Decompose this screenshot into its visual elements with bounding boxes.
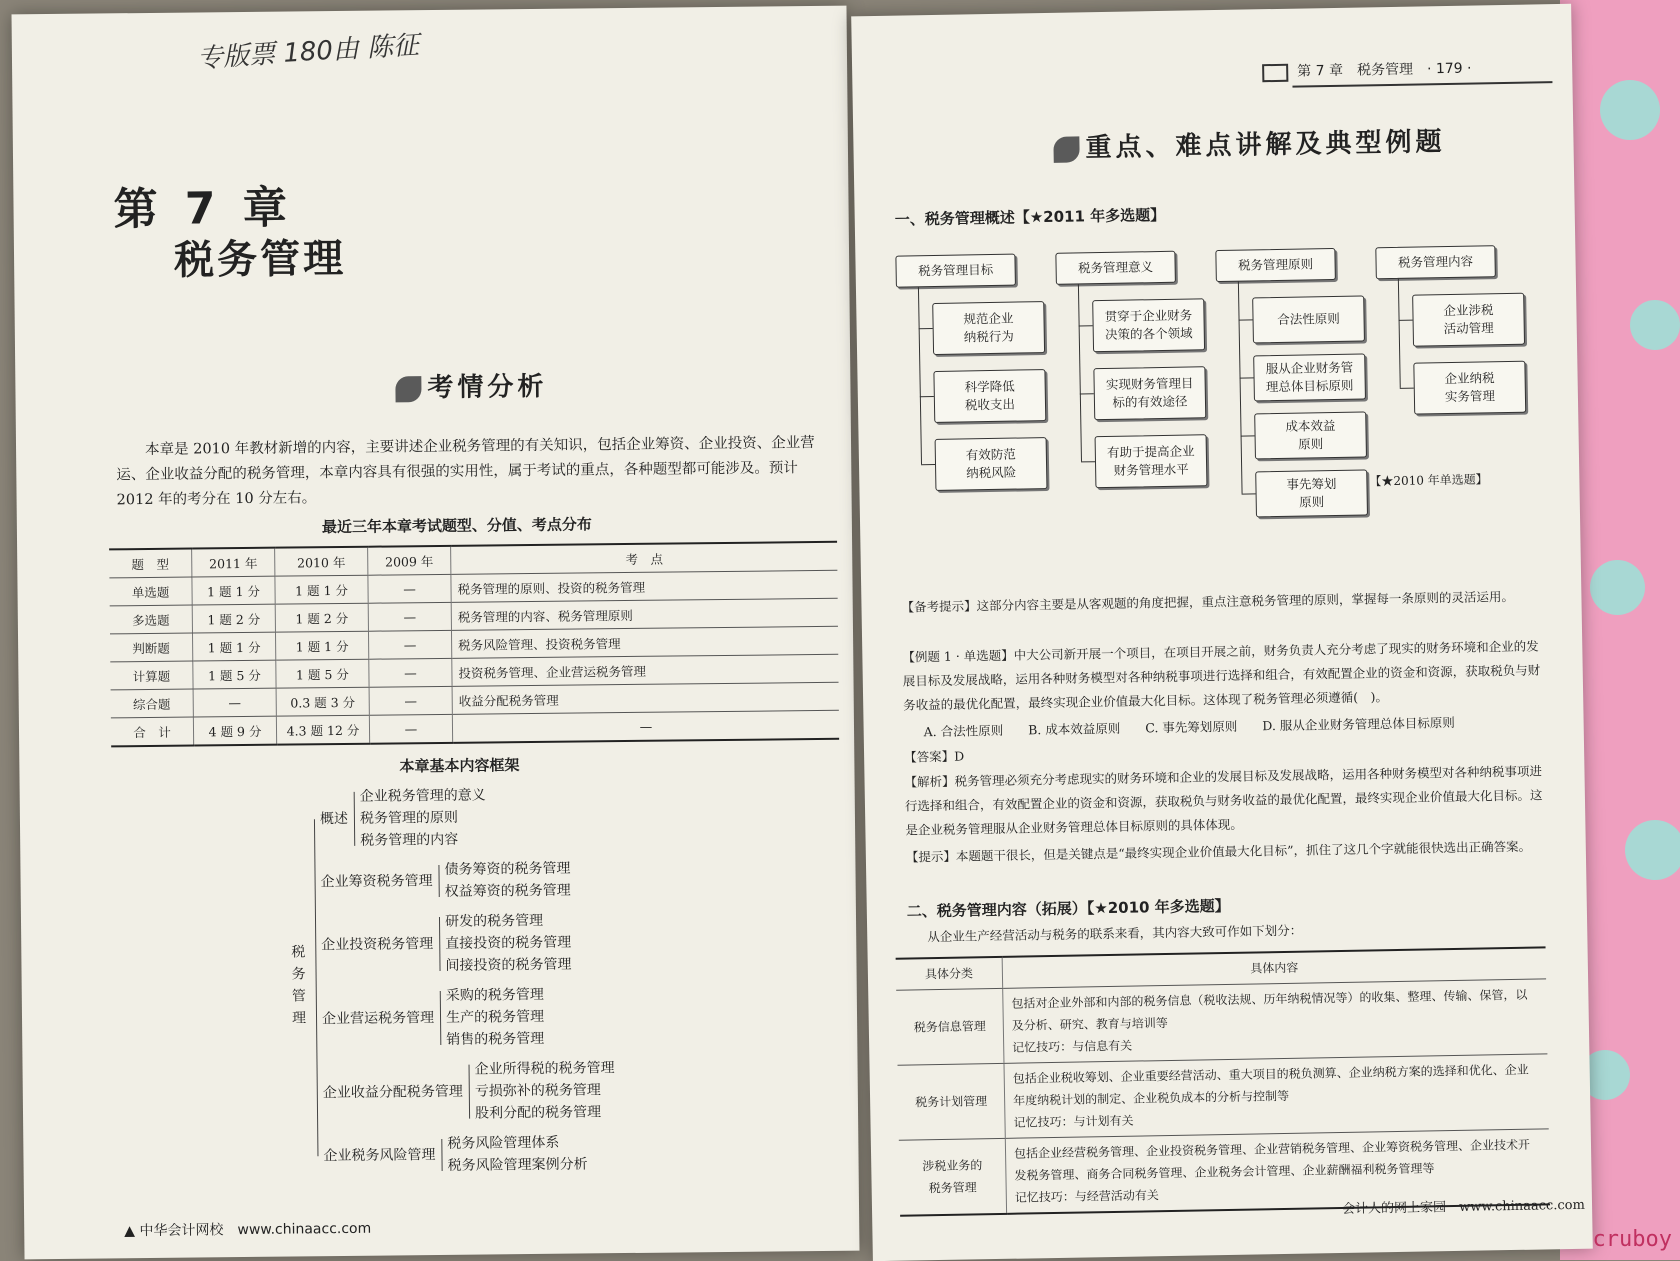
overview-diagram bbox=[895, 244, 1540, 565]
handwritten-note: 专版票 180由 陈征 bbox=[196, 30, 420, 75]
framework-tree bbox=[290, 781, 854, 1187]
heading-overview: 一、税务管理概述【★2011 年多选题】 bbox=[894, 205, 1166, 229]
diagram-item: 成本效益 原则 bbox=[1254, 411, 1367, 459]
example-paragraph: 【例题 1 · 单选题】中大公司新开展一个项目，在项目开展之前，财务负责人充分考虑了现实的财务环境和企业的发展目标及发展战略，运用各种财务模型对各种纳税事项进行选择和组合，有效配置企业的资金和资源，获取税负与财务收益的最优化配置，最终实现企业价值最大化目标。这体现了税务管理必须遵循( )。 bbox=[902, 638, 1541, 713]
framework-item: 股利分配的税务管理 bbox=[474, 1104, 602, 1122]
section-heading bbox=[395, 366, 547, 405]
framework-bracket bbox=[469, 1065, 471, 1119]
cloth-dot bbox=[1630, 300, 1680, 350]
framework-group: 企业收益分配税务管理 bbox=[322, 1083, 463, 1102]
diagram-item: 贯穿于企业财务 决策的各个领域 bbox=[1092, 298, 1205, 352]
diagram-connector bbox=[1239, 319, 1253, 320]
table-cell: 税务管理的内容、税务管理原则 bbox=[451, 598, 838, 630]
diagram-item: 事先筹划 原则 bbox=[1255, 469, 1368, 517]
answer: 【答案】D bbox=[903, 748, 965, 765]
leaf-icon bbox=[395, 376, 421, 402]
framework-item: 债务筹资的税务管理 bbox=[444, 860, 571, 878]
table-cell: 多选题 bbox=[110, 605, 193, 634]
table-cell: 1 题 5 分 bbox=[276, 659, 369, 688]
intro-paragraph: 本章是 2010 年教材新增的内容，主要讲述企业税务管理的有关知识，包括企业筹资、企业投资、企业营运、企业收益分配的税务管理，本章内容具有很强的实用性，属于考试的重点，各种题型都可能涉及。预计 2012 年的考分在 10 分左右。 bbox=[116, 435, 815, 509]
table-cell: 1 题 5 分 bbox=[193, 660, 276, 689]
diagram-item: 合法性原则 bbox=[1252, 295, 1365, 343]
table-cell: 投资税务管理、企业营运税务管理 bbox=[452, 654, 839, 686]
framework-item: 税务管理的内容 bbox=[360, 831, 459, 849]
book-icon bbox=[1262, 64, 1288, 82]
diagram-connector bbox=[1241, 435, 1255, 436]
table-cell: 涉税业务的 税务管理 bbox=[899, 1138, 1007, 1215]
framework-group: 企业营运税务管理 bbox=[321, 1010, 435, 1028]
table-header: 2010 年 bbox=[275, 547, 368, 576]
table-cell: 4 题 9 分 bbox=[193, 716, 276, 745]
diagram-connector bbox=[1078, 284, 1082, 461]
framework-item: 税务风险管理体系 bbox=[447, 1134, 560, 1152]
table-cell: — bbox=[369, 686, 452, 715]
table-row bbox=[898, 1054, 1549, 1140]
framework-bracket bbox=[438, 865, 439, 897]
diagram-connector bbox=[1398, 279, 1401, 388]
content-intro: 从企业生产经营活动与税务的联系来看，其内容大致可作如下划分： bbox=[927, 922, 1303, 945]
framework-item: 税务风险管理案例分析 bbox=[447, 1156, 588, 1174]
table-cell: 税务风险管理、投资税务管理 bbox=[451, 626, 838, 658]
diagram-connector bbox=[1242, 493, 1256, 494]
content-table bbox=[896, 946, 1550, 1216]
tip-paragraph: 【备考提示】这部分内容主要是从客观题的角度把握，重点注意税务管理的原则，掌握每一条原则的灵活运用。 bbox=[901, 588, 1515, 615]
table-cell: — bbox=[452, 710, 839, 743]
example-options: A. 合法性原则 B. 成本效益原则 C. 事先筹划原则 D. 服从企业财务管理总体目标原则 bbox=[923, 714, 1455, 740]
framework-bracket bbox=[441, 1139, 442, 1171]
diagram-head: 税务管理目标 bbox=[895, 254, 1016, 288]
framework-item: 企业所得税的税务管理 bbox=[474, 1060, 615, 1078]
table-cell: 包括对企业外部和内部的税务信息（税收法规、历年纳税情况等）的收集、整理、传输、保管，以及分析、研究、教育与培训等 记忆技巧：与信息有关 bbox=[1003, 979, 1548, 1063]
framework-item: 税务管理的原则 bbox=[359, 809, 459, 827]
diagram-item: 规范企业 纳税行为 bbox=[932, 301, 1045, 355]
diagram-connector bbox=[920, 396, 934, 397]
table-cell: 1 题 2 分 bbox=[192, 604, 275, 633]
table-cell: — bbox=[369, 714, 452, 743]
right-page bbox=[851, 4, 1593, 1261]
table-cell: 计算题 bbox=[110, 661, 193, 690]
exam-table bbox=[109, 541, 839, 748]
framework-group: 概述 bbox=[319, 810, 349, 828]
hint-paragraph: 【提示】本题题干很长，但是关键点是“最终实现企业价值最大化目标”，抓住了这几个字就能很快选出正确答案。 bbox=[905, 838, 1532, 865]
table-header: 考 点 bbox=[451, 542, 838, 575]
framework-bracket bbox=[440, 991, 442, 1045]
framework-root: 税务管理 bbox=[291, 944, 307, 1027]
diagram-item: 科学降低 税收支出 bbox=[933, 369, 1046, 423]
left-footer-text: 中华会计网校 www.chinaacc.com bbox=[139, 1220, 372, 1240]
cloth-dot bbox=[1600, 80, 1660, 140]
table-cell: 1 题 1 分 bbox=[275, 631, 368, 660]
framework-item: 生产的税务管理 bbox=[445, 1008, 545, 1026]
diagram-connector bbox=[1079, 325, 1093, 326]
framework-item: 间接投资的税务管理 bbox=[445, 956, 572, 974]
framework-item: 企业税务管理的意义 bbox=[359, 787, 486, 805]
table-cell: — bbox=[368, 602, 451, 631]
diagram-item: 有效防范 纳税风险 bbox=[935, 437, 1048, 491]
table-cell: 0.3 题 3 分 bbox=[276, 687, 369, 716]
table-cell: 包括企业税收筹划、企业重要经营活动、重大项目的税负测算、企业纳税方案的选择和优化、企业年度纳税计划的制定、企业税负成本的分析与控制等 记忆技巧：与计划有关 bbox=[1004, 1054, 1549, 1138]
table-cell: 4.3 题 12 分 bbox=[276, 715, 369, 744]
diagram-connector bbox=[1240, 377, 1254, 378]
table-cell: 税务信息管理 bbox=[896, 988, 1004, 1065]
table-cell: 包括企业经营税务管理、企业投资税务管理、企业营销税务管理、企业筹资税务管理、企业技术开发税务管理、商务合同税务管理、企业税务会计管理、企业薪酬福利税务管理等 记忆技巧：与经营活动有关 bbox=[1005, 1129, 1550, 1214]
leaf-icon bbox=[1053, 136, 1079, 162]
diagram-item: 实现财务管理目 标的有效途径 bbox=[1093, 366, 1206, 420]
table-cell: — bbox=[193, 688, 276, 717]
table-title: 最近三年本章考试题型、分值、考点分布 bbox=[321, 515, 592, 537]
table-header: 具体分类 bbox=[896, 957, 1003, 990]
framework-bracket bbox=[439, 917, 441, 971]
framework-item: 采购的税务管理 bbox=[445, 986, 544, 1004]
table-header: 2011 年 bbox=[192, 548, 275, 577]
diagram-connector bbox=[1400, 388, 1414, 389]
cloth-dot bbox=[1590, 560, 1645, 615]
framework-group: 企业税务风险管理 bbox=[323, 1147, 436, 1165]
table-header: 具体内容 bbox=[1002, 947, 1546, 988]
framework-bracket bbox=[354, 792, 356, 846]
heading-content: 二、税务管理内容（拓展）【★2010 年多选题】 bbox=[906, 896, 1230, 921]
framework-item: 研发的税务管理 bbox=[444, 912, 544, 930]
analysis-paragraph: 【解析】税务管理必须充分考虑现实的财务环境和企业的发展目标及发展战略，运用各种财务模型对各种纳税事项进行选择和组合，有效配置企业的资金和资源，获取税负与财务收益的最优化配置，最终实现企业价值最大化目标。这是企业税务管理服从企业财务管理总体目标原则的具体体现。 bbox=[904, 763, 1543, 838]
framework-item: 权益筹资的税务管理 bbox=[444, 882, 571, 900]
right-footer: 会计人的网上家园 www.chinaacc.com bbox=[1341, 1197, 1585, 1217]
table-cell: 1 题 2 分 bbox=[275, 603, 368, 632]
diagram-connector bbox=[1081, 461, 1095, 462]
running-header: 第 7 章 税务管理 · 179 · bbox=[1297, 60, 1472, 80]
diagram-item: 服从企业财务管 理总体目标原则 bbox=[1253, 353, 1366, 401]
chapter-number: 第 7 章 bbox=[113, 182, 294, 236]
diagram-head: 税务管理原则 bbox=[1215, 248, 1336, 282]
diagram-head: 税务管理内容 bbox=[1375, 245, 1496, 279]
table-row bbox=[896, 979, 1547, 1065]
cloth-dot bbox=[1625, 820, 1680, 880]
diagram-connector bbox=[1080, 393, 1094, 394]
watermark: cruboy bbox=[1592, 1227, 1672, 1252]
diagram-note: 【★2010 年单选题】 bbox=[1369, 472, 1488, 489]
header-rule bbox=[1292, 81, 1552, 88]
framework-item: 亏损弥补的税务管理 bbox=[474, 1082, 601, 1100]
section-heading-text: 考情分析 bbox=[427, 371, 548, 404]
framework-group: 企业投资税务管理 bbox=[321, 936, 434, 954]
table-cell: 单选题 bbox=[109, 577, 192, 606]
table-cell: 1 题 1 分 bbox=[275, 575, 368, 604]
table-cell: 税务计划管理 bbox=[898, 1063, 1006, 1140]
diagram-item: 企业涉税 活动管理 bbox=[1412, 293, 1525, 347]
table-cell: 收益分配税务管理 bbox=[452, 682, 839, 714]
diagram-item: 有助于提高企业 财务管理水平 bbox=[1095, 434, 1208, 488]
table-cell: — bbox=[368, 574, 451, 603]
framework-title: 本章基本内容框架 bbox=[399, 756, 520, 776]
table-cell: — bbox=[368, 630, 451, 659]
diagram-connector bbox=[918, 287, 922, 464]
table-cell: 1 题 1 分 bbox=[192, 632, 275, 661]
table-cell: — bbox=[369, 658, 452, 687]
table-cell: 综合题 bbox=[111, 689, 194, 718]
framework-group: 企业筹资税务管理 bbox=[320, 873, 433, 891]
diagram-head: 税务管理意义 bbox=[1055, 251, 1176, 285]
framework-root-bracket bbox=[314, 819, 319, 1156]
table-cell: 税务管理的原则、投资的税务管理 bbox=[451, 570, 838, 602]
diagram-connector bbox=[919, 328, 933, 329]
diagram-connector bbox=[921, 464, 935, 465]
diagram-connector bbox=[1399, 320, 1413, 321]
table-cell: 1 题 1 分 bbox=[192, 576, 275, 605]
framework-item: 销售的税务管理 bbox=[446, 1030, 545, 1048]
section-heading bbox=[1053, 121, 1446, 165]
table-header: 2009 年 bbox=[368, 546, 451, 575]
diagram-item: 企业纳税 实务管理 bbox=[1413, 361, 1526, 415]
table-cell: 判断题 bbox=[110, 633, 193, 662]
section-heading-text: 重点、难点讲解及典型例题 bbox=[1085, 127, 1446, 164]
diagram-connector bbox=[1238, 282, 1243, 494]
framework-item: 直接投资的税务管理 bbox=[445, 934, 572, 952]
table-header: 题 型 bbox=[109, 549, 192, 578]
left-footer: ▲ 中华会计网校 www.chinaacc.com bbox=[124, 1220, 372, 1240]
left-page bbox=[12, 6, 860, 1260]
chapter-name: 税务管理 bbox=[173, 235, 347, 284]
table-cell: 合 计 bbox=[111, 717, 194, 746]
